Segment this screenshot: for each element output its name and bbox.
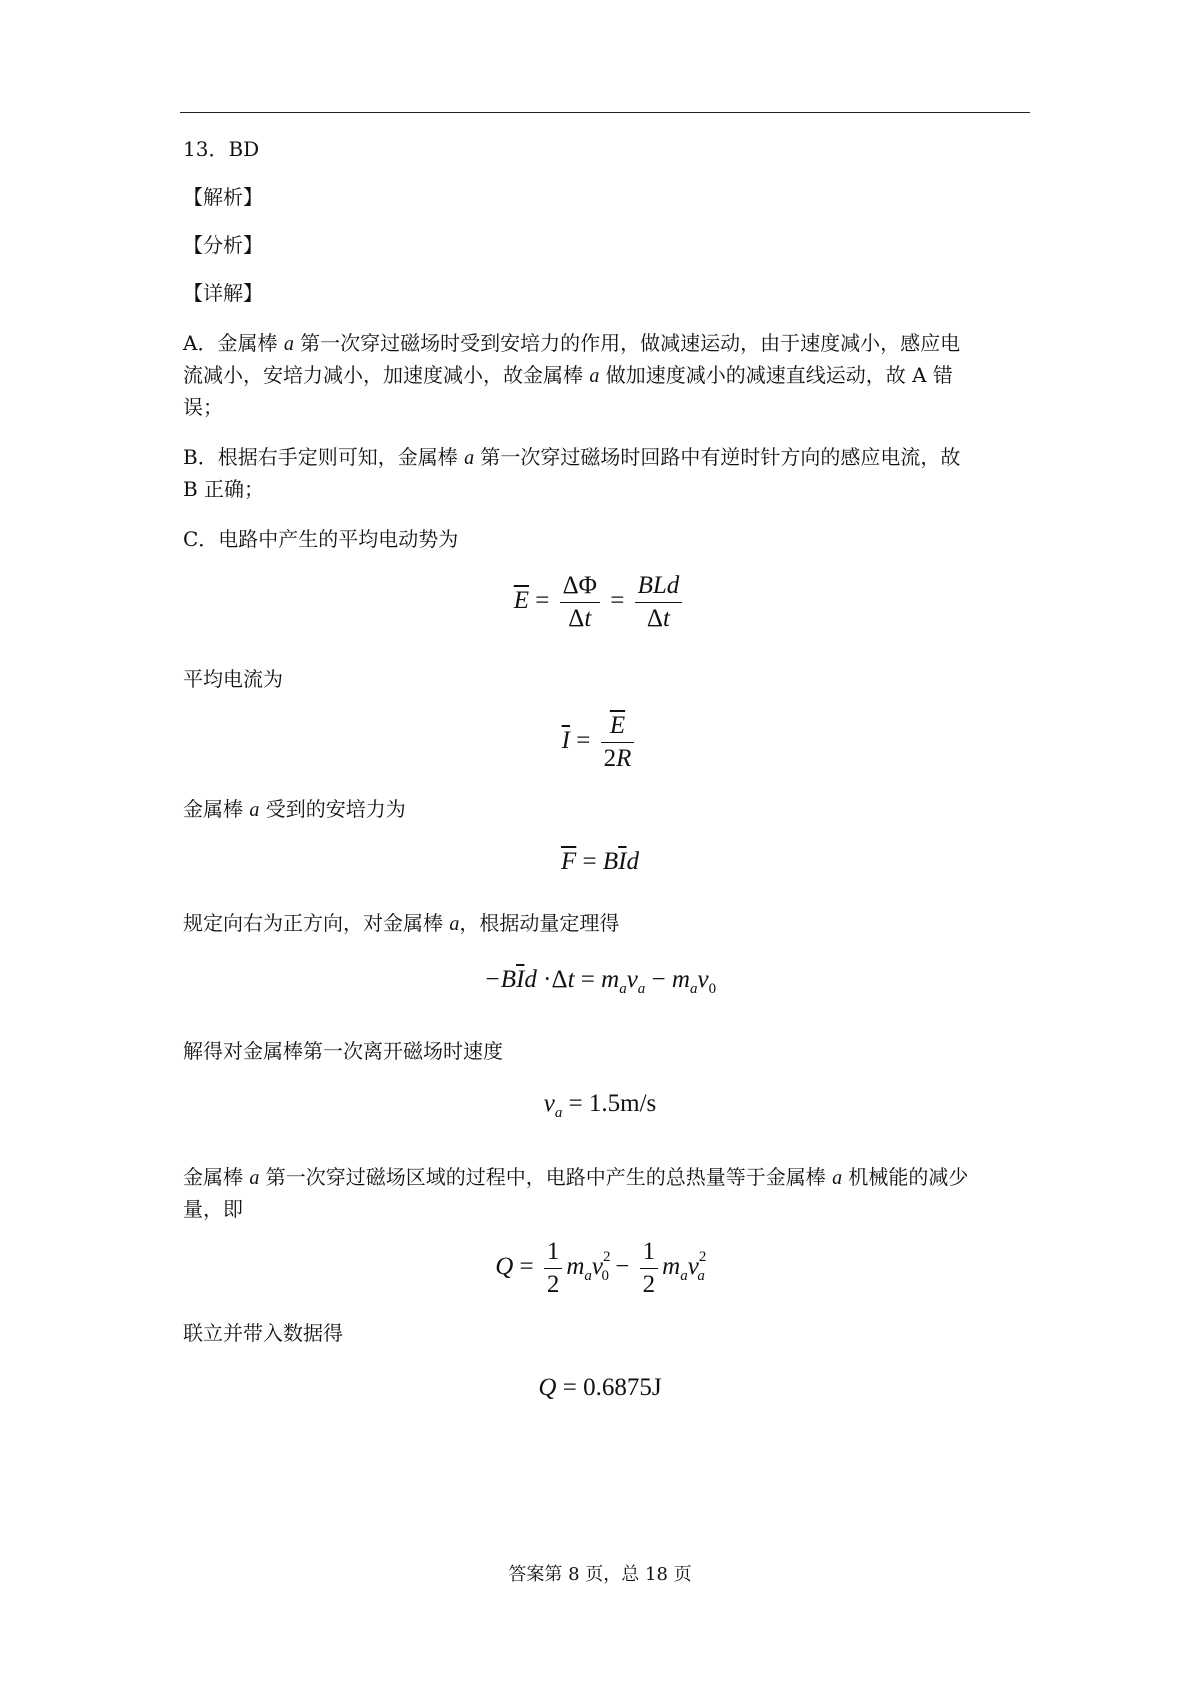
combine-intro: 联立并带入数据得: [183, 1321, 343, 1345]
solve-velocity-intro: 解得对金属棒第一次离开磁场时速度: [183, 1039, 503, 1063]
heat-intro-line-1: 金属棒 a 第一次穿过磁场区域的过程中，电路中产生的总热量等于金属棒 a 机械能的减少: [183, 1165, 969, 1189]
part-c-intro: C．电路中产生的平均电动势为: [183, 527, 459, 551]
equation-current: $\overline{I}$ = $\frac{\overline{E}}{2R}$: [0, 710, 1200, 775]
section-fenxi: 【分析】: [183, 233, 263, 257]
equation-momentum: $-B\overline{I}d \cdot\Delta t = m_av_a - m_av_0$: [483, 966, 717, 997]
force-intro: 金属棒 a 受到的安培力为: [183, 797, 406, 821]
part-b-line-1: B．根据右手定则可知，金属棒 a 第一次穿过磁场时回路中有逆时针方向的感应电流，故: [183, 445, 961, 469]
equation-force: $\overline{F} = B\overline{I}d$: [561, 848, 639, 875]
equation-heat-value: Q = 0.6875J: [538, 1374, 662, 1401]
part-a-line-3: 误；: [183, 395, 223, 419]
avg-current-intro: 平均电流为: [183, 667, 283, 691]
equation-emf: $\overline{E}$ = $\frac{\Delta\Phi}{\Delta t}$ = $\frac{\text{BLd}}{\Delta t}$: [0, 570, 1200, 635]
heat-intro-line-2: 量，即: [183, 1197, 243, 1221]
equation-heat: Q = $\frac{1}{2}$ $m_av^2_0$ − $\frac{1}{2}$ $m_av^2_a$: [495, 1238, 707, 1298]
part-b-line-2: B 正确；: [183, 477, 265, 501]
page-footer: 答案第 8 页，总 18 页: [508, 1564, 692, 1585]
part-a-line-1: A．金属棒 a 第一次穿过磁场时受到安培力的作用，做减速运动，由于速度减小，感应电: [183, 331, 961, 355]
header-rule: [180, 112, 1030, 113]
section-xiangjie: 【详解】: [183, 281, 263, 305]
part-a-line-2: 流减小，安培力减小，加速度减小，故金属棒 a 做加速度减小的减速直线运动，故 A 错: [183, 363, 953, 387]
momentum-intro: 规定向右为正方向，对金属棒 a，根据动量定理得: [183, 911, 620, 935]
section-jiexi: 【解析】: [183, 185, 263, 209]
question-number: 13．BD: [183, 137, 260, 161]
equation-velocity: $v_a = 1.5m/s$: [543, 1090, 657, 1121]
